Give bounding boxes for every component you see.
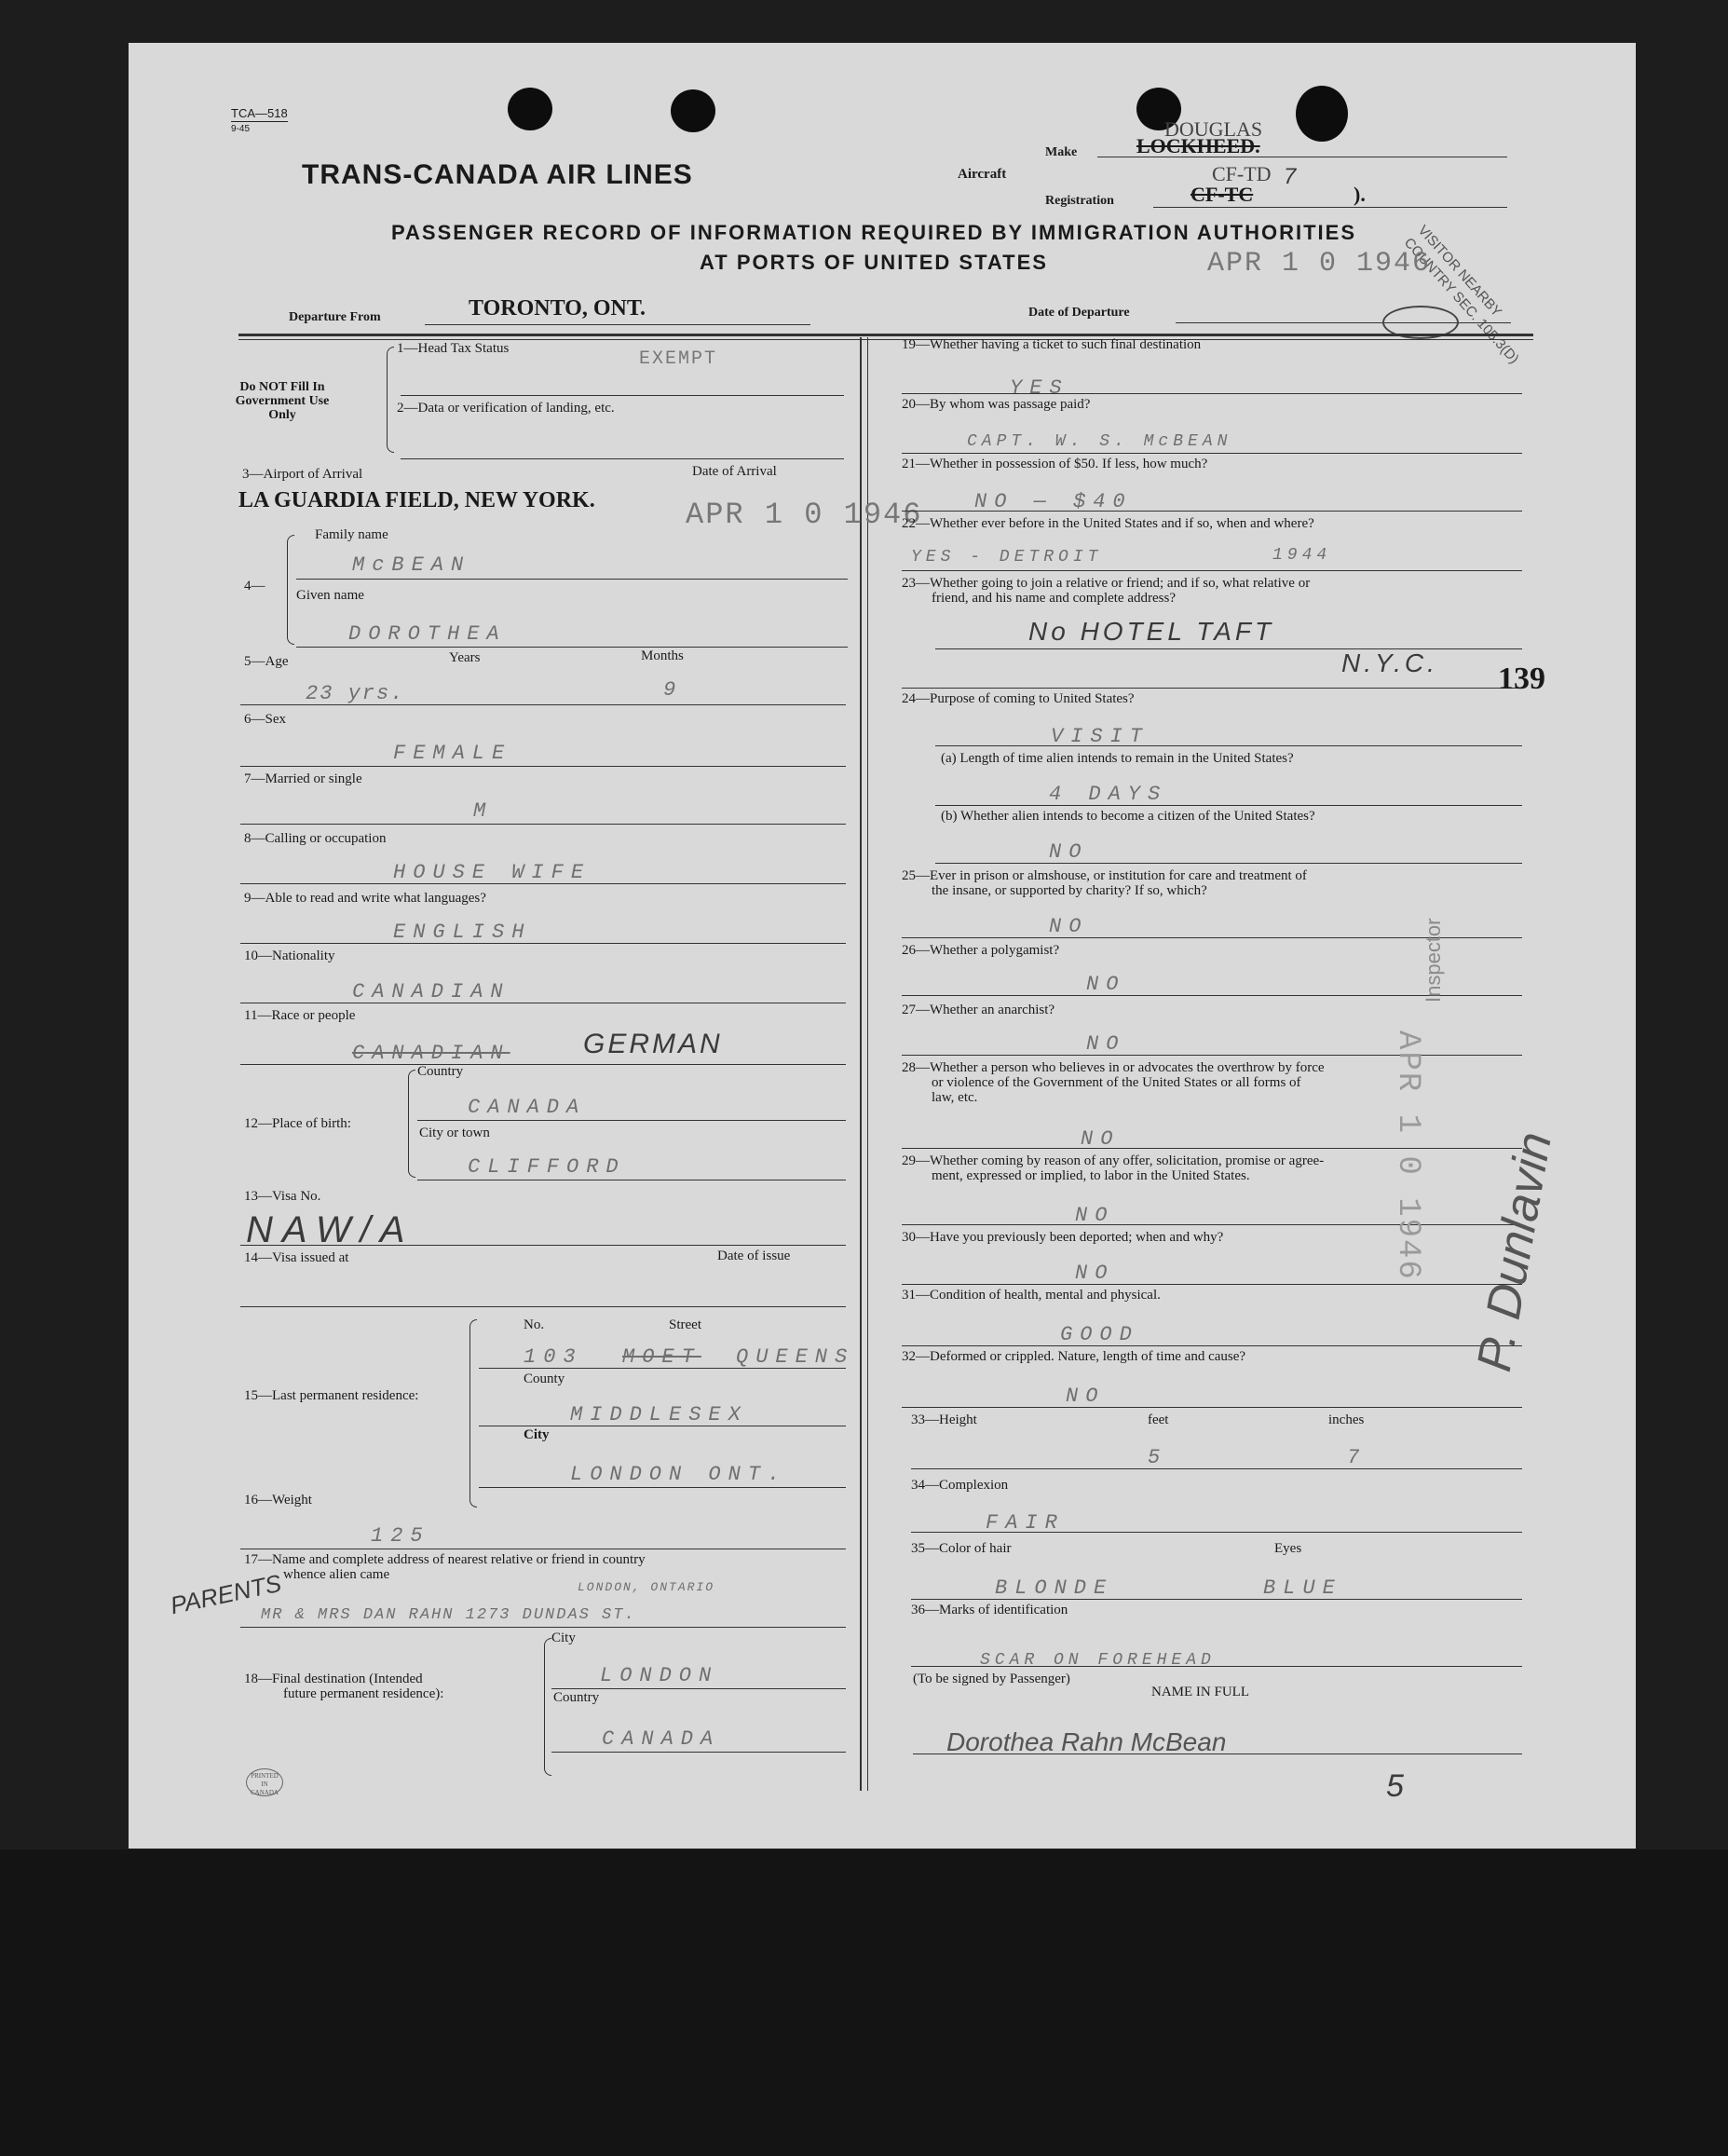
occupation-value: HOUSE WIFE	[393, 861, 592, 884]
birth-city-label: City or town	[419, 1126, 490, 1140]
form-number	[231, 106, 288, 137]
inspector-date-stamp: APR 1 0 1946	[1390, 1030, 1425, 1281]
q35-answer: BLONDE	[995, 1576, 1114, 1600]
q28-label-line3: law, etc.	[932, 1090, 978, 1105]
name-in-full-label: NAME IN FULL	[1151, 1685, 1249, 1699]
languages-value: ENGLISH	[393, 921, 532, 944]
q33-label: 33—Height	[911, 1412, 977, 1427]
q24a-answer: 4 DAYS	[1049, 783, 1168, 806]
sex-label: 6—Sex	[244, 712, 286, 727]
form-date: 9-45	[231, 124, 251, 134]
q30-answer: NO	[1075, 1262, 1115, 1285]
relative-margin-note: PARENTS	[168, 1568, 284, 1620]
residence-county-label: County	[524, 1371, 565, 1386]
q21-label: 21—Whether in possession of $50. If less, how much?	[902, 457, 1208, 471]
relative-above-note: LONDON, ONTARIO	[578, 1580, 715, 1594]
q31-label: 31—Condition of health, mental and physical.	[902, 1288, 1161, 1303]
relative-label-line2: whence alien came	[283, 1567, 390, 1582]
q32-answer: NO	[1066, 1385, 1106, 1408]
residence-street-struck: MOET	[622, 1345, 701, 1369]
q35-label: 35—Color of hair	[911, 1541, 1012, 1556]
visa-label: 13—Visa No.	[244, 1189, 321, 1204]
make-struck: LOCKHEED.	[1136, 134, 1260, 157]
punch-hole	[508, 88, 552, 130]
sign-label: (To be signed by Passenger)	[913, 1672, 1070, 1686]
occupation-label: 8—Calling or occupation	[244, 831, 387, 846]
residence-no-label: No.	[524, 1317, 545, 1332]
weight-value: 125	[371, 1524, 430, 1548]
date-stamp: APR 1 0 1946	[1207, 248, 1432, 280]
height-feet-label: feet	[1148, 1412, 1169, 1427]
q24a-label: (a) Length of time alien intends to remain in the United States?	[941, 751, 1294, 766]
q24b-label: (b) Whether alien intends to become a citizen of the United States?	[941, 809, 1315, 824]
inspector-signature: P. Dunlavin	[1466, 1127, 1563, 1376]
make-label: Make	[1045, 145, 1078, 159]
q22-answer: YES - DETROIT	[911, 548, 1103, 566]
registration-close: ).	[1354, 183, 1366, 206]
family-name-label: Family name	[315, 527, 388, 542]
form-number-text: TCA—518	[231, 106, 288, 120]
q32-label: 32—Deformed or crippled. Nature, length of time and cause?	[902, 1349, 1246, 1364]
nationality-value: CANADIAN	[352, 980, 510, 1003]
q21-answer: NO — $40	[974, 490, 1133, 513]
head-tax-value: EXEMPT	[639, 348, 718, 370]
airline-name: TRANS-CANADA AIR LINES	[302, 159, 693, 190]
destination-label-line2: future permanent residence):	[283, 1686, 444, 1701]
q29-label-line2: ment, expressed or implied, to labor in the United States.	[932, 1168, 1250, 1183]
q28-answer: NO	[1081, 1127, 1121, 1151]
residence-no-value: 103	[524, 1345, 583, 1369]
age-months-label: Months	[641, 648, 684, 663]
background	[0, 1849, 1728, 2156]
age-years-label: Years	[449, 650, 481, 665]
q23-label-line1: 23—Whether going to join a relative or friend; and if so, what relative or	[902, 576, 1311, 591]
race-label: 11—Race or people	[244, 1008, 356, 1023]
q26-answer: NO	[1086, 973, 1126, 996]
passenger-signature: Dorothea Rahn McBean	[946, 1727, 1227, 1756]
arrival-date-label: Date of Arrival	[692, 464, 777, 479]
visitor-stamp: VISITOR NEARBY COUNTRY SEC. 105.3(D)	[1400, 222, 1522, 367]
sex-value: FEMALE	[393, 742, 512, 765]
q31-answer: GOOD	[1060, 1323, 1139, 1346]
given-name-value: DOROTHEA	[348, 622, 507, 646]
q24-answer: VISIT	[1051, 725, 1150, 748]
registration-typed: CF-TD	[1212, 162, 1272, 185]
destination-city-value: LONDON	[600, 1664, 719, 1687]
visa-issued-label: 14—Visa issued at	[244, 1250, 349, 1265]
q34-label: 34—Complexion	[911, 1478, 1009, 1493]
inspector-stamp: Inspector	[1422, 918, 1445, 1003]
q22-answer-year: 1944	[1272, 546, 1332, 565]
nationality-label: 10—Nationality	[244, 948, 335, 963]
landing-label: 2—Data or verification of landing, etc.	[397, 401, 615, 416]
punch-hole	[671, 89, 715, 132]
q30-label: 30—Have you previously been deported; when and why?	[902, 1230, 1224, 1245]
residence-county-value: MIDDLESEX	[570, 1403, 748, 1426]
relative-label-line1: 17—Name and complete address of nearest relative or friend in country	[244, 1552, 646, 1567]
q25-label-line2: the insane, or supported by charity? If so, which?	[932, 883, 1207, 898]
visa-date-label: Date of issue	[717, 1249, 791, 1263]
age-label: 5—Age	[244, 654, 289, 669]
visa-value: NAW/A	[246, 1209, 415, 1250]
q36-answer: SCAR ON FOREHEAD	[980, 1651, 1216, 1670]
destination-country-value: CANADA	[602, 1727, 721, 1751]
q36-label: 36—Marks of identification	[911, 1603, 1068, 1617]
printed-in-canada-mark: PRINTED IN CANADA	[246, 1768, 283, 1796]
footer-mark: 5	[1386, 1768, 1404, 1804]
q34-answer: FAIR	[986, 1511, 1065, 1535]
name-number: 4—	[244, 579, 265, 594]
destination-label-line1: 18—Final destination (Intended	[244, 1672, 423, 1686]
residence-city-label: City	[524, 1427, 550, 1442]
punch-hole	[1296, 86, 1348, 142]
aircraft-label: Aircraft	[958, 167, 1007, 182]
q22-label: 22—Whether ever before in the United States and if so, when and where?	[902, 516, 1314, 531]
q29-label-line1: 29—Whether coming by reason of any offer, solicitation, promise or agree-	[902, 1153, 1325, 1168]
q29-answer: NO	[1075, 1204, 1115, 1227]
birth-country-label: Country	[417, 1064, 464, 1079]
residence-street-value: QUEENS	[736, 1345, 855, 1369]
height-inches-label: inches	[1328, 1412, 1365, 1427]
married-label: 7—Married or single	[244, 771, 362, 786]
immigration-form-sheet	[129, 43, 1636, 1849]
registration-struck: CF-TC	[1191, 183, 1254, 206]
q25-answer: NO	[1049, 915, 1089, 938]
q20-label: 20—By whom was passage paid?	[902, 397, 1091, 412]
make-typed: DOUGLAS	[1164, 117, 1263, 141]
residence-label: 15—Last permanent residence:	[244, 1388, 419, 1403]
q23-answer: No HOTEL TAFT	[1028, 617, 1275, 646]
residence-city-value: LONDON ONT.	[570, 1463, 788, 1486]
height-feet-value: 5	[1148, 1446, 1168, 1469]
q27-answer: NO	[1086, 1032, 1126, 1056]
age-months-value: 9	[663, 678, 684, 702]
q23-label-line2: friend, and his name and complete address?	[932, 591, 1176, 606]
q26-label: 26—Whether a polygamist?	[902, 943, 1060, 958]
q19-answer: YES	[1010, 376, 1069, 400]
q24b-answer: NO	[1049, 840, 1089, 864]
family-name-value: McBEAN	[352, 553, 471, 577]
weight-label: 16—Weight	[244, 1493, 312, 1508]
birth-city-value: CLIFFORD	[468, 1155, 626, 1179]
arrival-date-stamp: APR 1 0 1946	[686, 498, 923, 532]
eyes-label: Eyes	[1274, 1541, 1302, 1556]
registration-label: Registration	[1045, 194, 1114, 208]
departure-value: TORONTO, ONT.	[469, 296, 646, 321]
q19-label: 19—Whether having a ticket to such final destination	[902, 337, 1202, 352]
race-value: GERMAN	[583, 1029, 723, 1059]
airport-label: 3—Airport of Arrival	[242, 467, 363, 482]
residence-street-label: Street	[669, 1317, 701, 1332]
birth-label: 12—Place of birth:	[244, 1116, 351, 1131]
q28-label-line1: 28—Whether a person who believes in or advocates the overthrow by force	[902, 1060, 1325, 1075]
q20-answer: CAPT. W. S. McBEAN	[967, 432, 1232, 451]
departure-date-label: Date of Departure	[1028, 306, 1130, 320]
form-title-line2: AT PORTS OF UNITED STATES	[700, 251, 1048, 274]
q27-label: 27—Whether an anarchist?	[902, 1003, 1055, 1017]
q28-label-line2: or violence of the Government of the United States or all forms of	[932, 1075, 1301, 1090]
destination-city-label: City	[551, 1631, 576, 1645]
relative-value: MR & MRS DAN RAHN 1273 DUNDAS ST.	[261, 1606, 636, 1624]
departure-label: Departure From	[289, 310, 381, 324]
form-title-line1: PASSENGER RECORD OF INFORMATION REQUIRED BY IMMIGRATION AUTHORITIES	[390, 221, 1357, 244]
head-tax-label: 1—Head Tax Status	[397, 341, 510, 356]
birth-country-value: CANADA	[468, 1096, 587, 1119]
married-value: M	[473, 799, 494, 823]
q23-answer-city: N.Y.C.	[1341, 648, 1438, 677]
q24-label: 24—Purpose of coming to United States?	[902, 691, 1135, 706]
destination-country-label: Country	[553, 1690, 600, 1705]
registration-mark: 7	[1284, 164, 1297, 189]
given-name-label: Given name	[296, 588, 364, 603]
height-inches-value: 7	[1347, 1446, 1367, 1469]
languages-label: 9—Able to read and write what languages?	[244, 891, 486, 906]
race-struck: CANADIAN	[352, 1042, 510, 1065]
age-years-value: 23 yrs.	[306, 682, 405, 705]
eyes-value: BLUE	[1263, 1576, 1342, 1600]
page-number: 139	[1498, 662, 1545, 696]
airport-value: LA GUARDIA FIELD, NEW YORK.	[238, 488, 595, 512]
gov-use-label: Do NOT Fill In Government Use Only	[235, 380, 330, 422]
q25-label-line1: 25—Ever in prison or almshouse, or institution for care and treatment of	[902, 868, 1307, 883]
